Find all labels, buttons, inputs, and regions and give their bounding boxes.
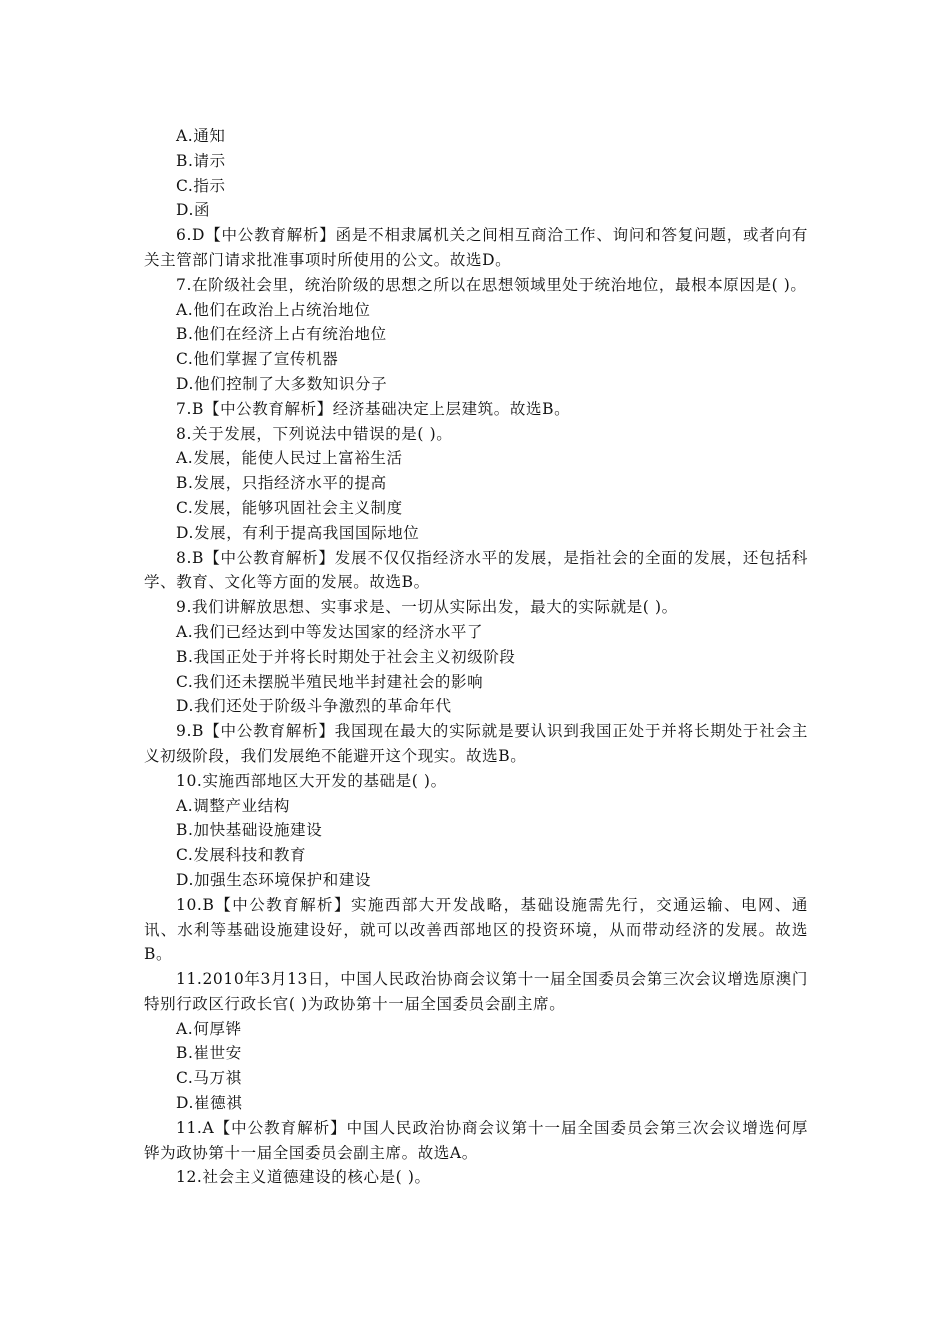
option-d: D.发展，有利于提高我国国际地位 — [176, 523, 420, 542]
option-a: A.我们已经达到中等发达国家的经济水平了 — [176, 622, 484, 641]
question-8: 8.关于发展，下列说法中错误的是( )。 — [176, 424, 453, 443]
answer-analysis-8: 8.B【中公教育解析】发展不仅仅指经济水平的发展，是指社会的全面的发展，还包括科学、教育、文化等方面的发展。故选B。 — [144, 548, 808, 592]
option-c: C.指示 — [176, 176, 226, 195]
answer-analysis-7: 7.B【中公教育解析】经济基础决定上层建筑。故选B。 — [176, 399, 571, 418]
option-c: C.他们掌握了宣传机器 — [176, 350, 339, 369]
option-c: C.马万祺 — [176, 1069, 242, 1088]
option-d: D.他们控制了大多数知识分子 — [176, 374, 388, 393]
option-b: B.崔世安 — [176, 1044, 242, 1063]
option-d: D.我们还处于阶级斗争激烈的革命年代 — [176, 697, 452, 716]
question-5-options — [144, 124, 808, 223]
option-d: D.加强生态环境保护和建设 — [176, 870, 372, 889]
question-7: 7.在阶级社会里，统治阶级的思想之所以在思想领域里处于统治地位，最根本原因是( )。 — [176, 275, 807, 294]
option-a: A.何厚铧 — [176, 1019, 242, 1038]
answer-analysis-9: 9.B【中公教育解析】我国现在最大的实际就是要认识到我国正处于并将长期处于社会主义初级阶段，我们发展绝不能避开这个现实。故选B。 — [144, 722, 808, 765]
option-b: B.加快基础设施建设 — [176, 821, 323, 840]
option-d: D.函 — [176, 201, 211, 220]
option-d: D.崔德祺 — [176, 1094, 243, 1113]
option-b: B.发展，只指经济水平的提高 — [176, 474, 387, 493]
option-a: A.通知 — [176, 127, 226, 145]
option-b: B.我国正处于并将长时期处于社会主义初级阶段 — [176, 647, 516, 666]
answer-analysis-10: 10.B【中公教育解析】实施西部大开发战略，基础设施需先行，交通运输、电网、通讯、水利等基础设施建设好，就可以改善西部地区的投资环境，从而带动经济的发展。故选B。 — [144, 895, 808, 964]
option-a: A.发展，能使人民过上富裕生活 — [176, 449, 403, 468]
option-b: B.他们在经济上占有统治地位 — [176, 325, 387, 344]
option-a: A.他们在政治上占统治地位 — [176, 300, 371, 319]
answer-analysis-6: 6.D【中公教育解析】函是不相隶属机关之间相互商洽工作、询问和答复问题，或者向有关主管部门请求批准事项时所使用的公文。故选D。 — [144, 226, 808, 269]
question-9: 9.我们讲解放思想、实事求是、一切从实际出发，最大的实际就是( )。 — [176, 598, 678, 617]
option-b: B.请示 — [176, 151, 226, 170]
option-c: C.我们还未摆脱半殖民地半封建社会的影响 — [176, 672, 484, 691]
question-10: 10.实施西部地区大开发的基础是( )。 — [176, 771, 447, 790]
question-11: 11.2010年3月13日，中国人民政治协商会议第十一届全国委员会第三次会议增选原澳门特别行政区行政长官( )为政协第十一届全国委员会副主席。 — [144, 970, 808, 1013]
document-page — [144, 124, 808, 1190]
answer-analysis-11: 11.A【中公教育解析】中国人民政治协商会议第十一届全国委员会第三次会议增选何厚铧为政协第十一届全国委员会副主席。故选A。 — [144, 1118, 808, 1162]
option-c: C.发展，能够巩固社会主义制度 — [176, 498, 403, 517]
question-12: 12.社会主义道德建设的核心是( )。 — [176, 1168, 431, 1187]
option-a: A.调整产业结构 — [176, 796, 290, 815]
option-c: C.发展科技和教育 — [176, 846, 307, 865]
